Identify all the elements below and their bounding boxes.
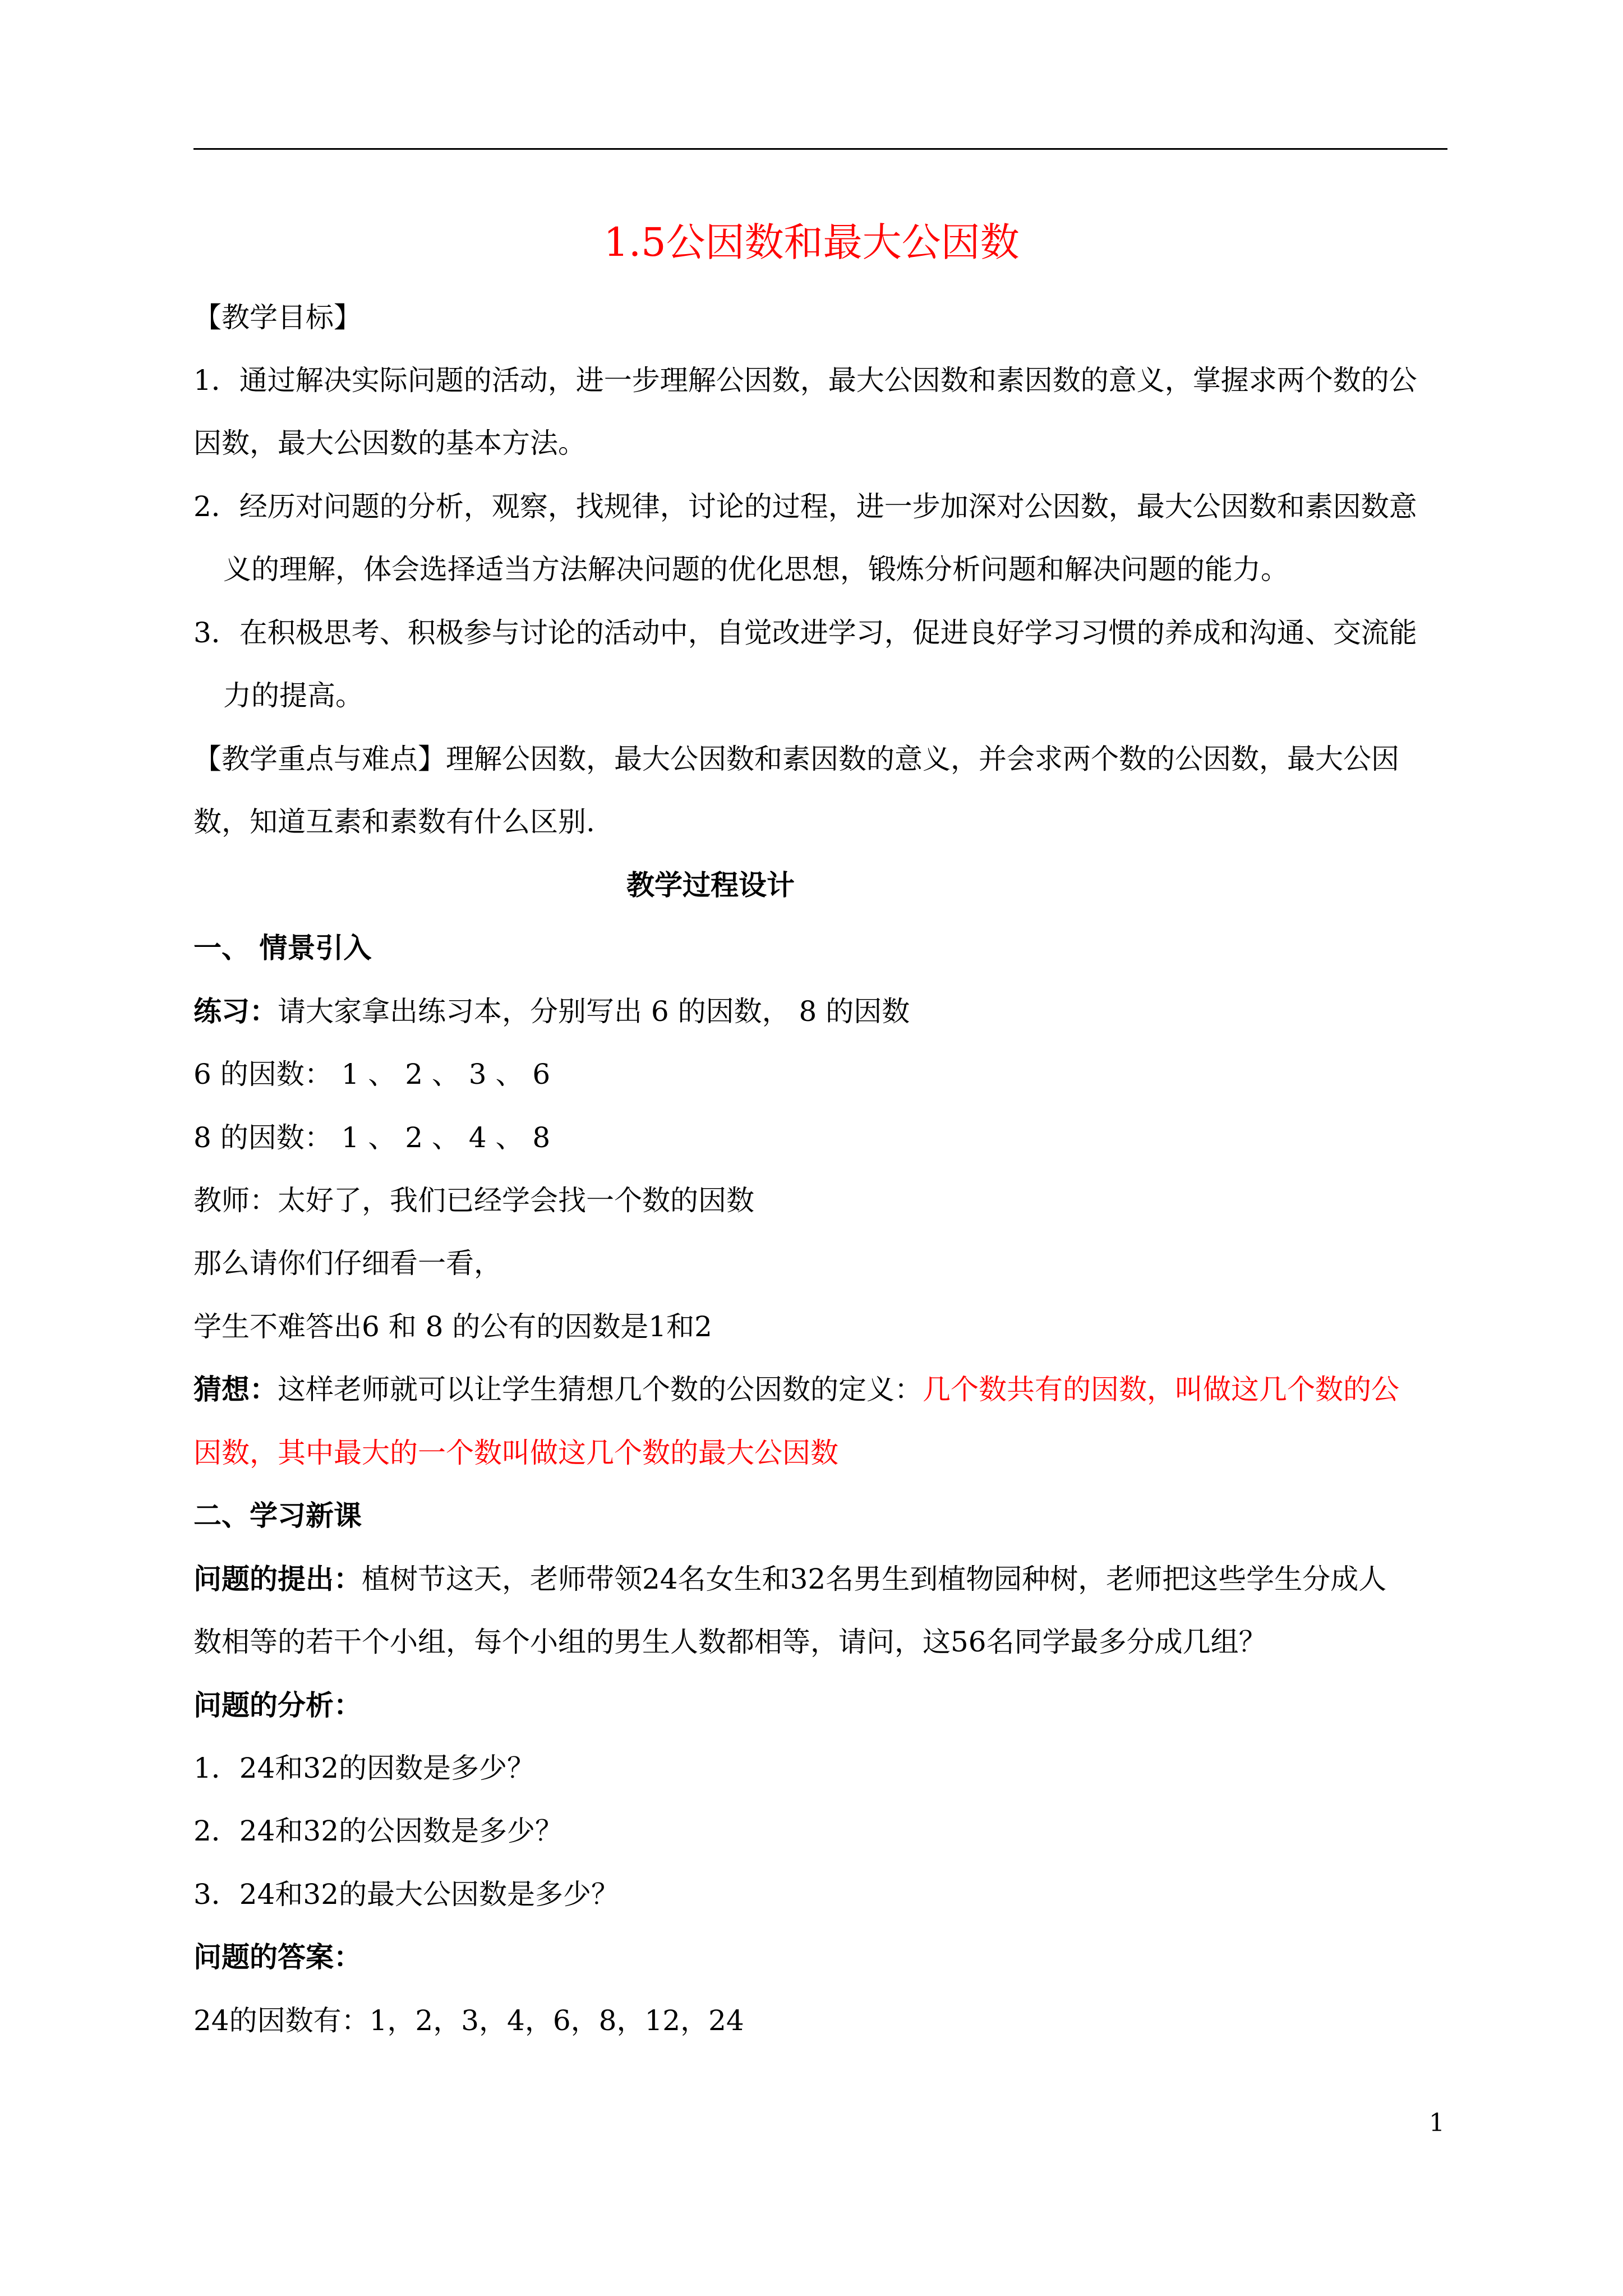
key-points-text: 理解公因数，最大公因数和素因数的意义，并会求两个数的公因数，最大公因 xyxy=(446,743,1399,775)
objectives-heading: 【教学目标】 xyxy=(193,301,362,334)
problem-text: 植树节这天，老师带领24名女生和32名男生到植物园种树，老师把这些学生分成人 xyxy=(362,1563,1387,1595)
objective-2-line-2: 义的理解，体会选择适当方法解决问题的优化思想，锻炼分析问题和解决问题的能力。 xyxy=(223,553,1289,586)
objective-1-line-1: 1．通过解决实际问题的活动，进一步理解公因数，最大公因数和素因数的意义，掌握求两个数的公 xyxy=(193,364,1417,397)
guess-label: 猜想： xyxy=(193,1373,278,1406)
objective-3-line-1: 3．在积极思考、积极参与讨论的活动中，自觉改进学习，促进良好学习习惯的养成和沟通、交流能 xyxy=(193,616,1417,649)
exercise-label: 练习： xyxy=(193,995,278,1028)
look-line: 那么请你们仔细看一看， xyxy=(193,1247,502,1280)
exercise-line xyxy=(193,995,910,1028)
analysis-label: 问题的分析： xyxy=(193,1688,362,1722)
objective-3-line-2: 力的提高。 xyxy=(223,679,363,712)
key-points-line-1 xyxy=(193,742,1399,776)
key-points-label: 【教学重点与难点】 xyxy=(193,743,446,775)
student-line: 学生不难答出6 和 8 的公有的因数是1和2 xyxy=(193,1310,712,1343)
process-heading: 教学过程设计 xyxy=(626,868,795,901)
exercise-text: 请大家拿出练习本，分别写出 6 的因数， 8 的因数 xyxy=(278,995,910,1028)
problem-line-1 xyxy=(193,1562,1386,1596)
guess-definition-part-1: 几个数共有的因数，叫做这几个数的公 xyxy=(923,1373,1399,1406)
teacher-line: 教师：太好了，我们已经学会找一个数的因数 xyxy=(193,1184,754,1217)
section-1-heading: 一、 情景引入 xyxy=(193,931,372,964)
page-number: 1 xyxy=(1429,2109,1445,2137)
guess-definition-part-2: 因数，其中最大的一个数叫做这几个数的最大公因数 xyxy=(193,1437,838,1469)
problem-line-2: 数相等的若干个小组，每个小组的男生人数都相等，请问，这56名同学最多分成几组？ xyxy=(193,1626,1267,1658)
answer-factors-24: 24的因数有：1，2，3，4，6，8，12，24 xyxy=(193,2004,744,2037)
answer-label: 问题的答案： xyxy=(193,1940,362,1973)
factors-of-8: 8 的因数： 1 、 2 、 4 、 8 xyxy=(193,1121,551,1154)
objective-2-line-1: 2．经历对问题的分析，观察，找规律，讨论的过程，进一步加深对公因数，最大公因数和素因数意 xyxy=(193,490,1417,523)
guess-text: 这样老师就可以让学生猜想几个数的公因数的定义： xyxy=(278,1373,923,1406)
question-2: 2．24和32的公因数是多少？ xyxy=(193,1815,564,1847)
objective-1-line-2: 因数，最大公因数的基本方法。 xyxy=(193,427,586,459)
question-3: 3．24和32的最大公因数是多少？ xyxy=(193,1878,620,1911)
problem-label: 问题的提出： xyxy=(193,1562,362,1595)
key-points-line-2: 数，知道互素和素数有什么区别. xyxy=(193,806,595,838)
question-1: 1．24和32的因数是多少？ xyxy=(193,1752,536,1784)
header-rule xyxy=(193,148,1447,150)
guess-line-1 xyxy=(193,1373,1399,1406)
document-title: 1.5公因数和最大公因数 xyxy=(603,219,1020,265)
factors-of-6: 6 的因数： 1 、 2 、 3 、 6 xyxy=(193,1058,551,1091)
section-2-heading: 二、学习新课 xyxy=(193,1499,362,1532)
